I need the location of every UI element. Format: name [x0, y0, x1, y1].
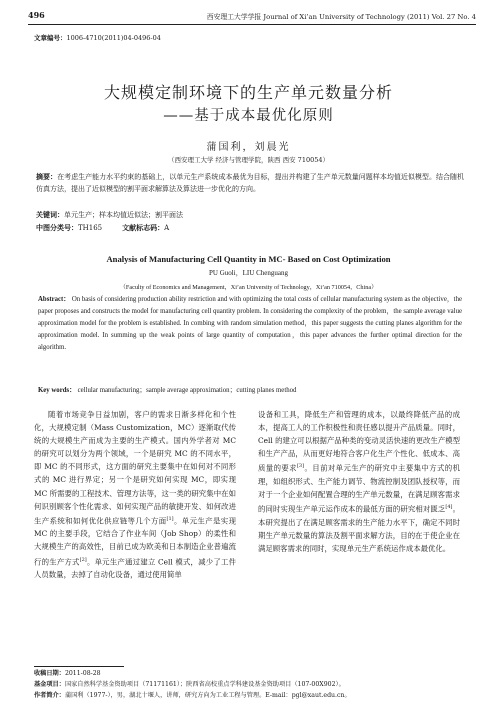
body-left-text-3: 。单元生产通过建立 Cell 模式，减少了工件人员数量，去掉了自动化设备，通过使用简单 — [34, 556, 236, 580]
body-right-text-2: 。目前对单元生产的研究中主要集中方式的机理，如组织形式、生产能力调节、物流控制及团队授权等，而对于一个企业如何配置合理的生产单元数量，在满足顾客需求的同时实现生产单元运作成本的最低方面的研究相对匮乏 — [258, 463, 460, 514]
citation-2: [2] — [79, 556, 87, 563]
body-column-right — [258, 408, 460, 555]
header-rule — [28, 24, 476, 25]
abstract-cn — [36, 171, 464, 195]
fund-label: 基金项目： — [34, 681, 65, 688]
body-right-text-1: 设备和工具，降低生产和管理的成本，以最终降低产品的成本，提高工人的工作积极性和责任感以提升产品质量。同时，Cell 的建立可以根据产品种类的变动灵活快速的更改生产模型和生产产品，从而更好地符合客户化生产个性化、低成本、高质量的要求 — [258, 410, 460, 473]
body-right-text-3: 。本研究提出了在满足顾客需求的生产能力水平下，确定不同时期生产单元数量的算法及割平面求解方法，目的在于使企业在满足顾客需求的同时，实现单元生产系统运作成本最优化。 — [258, 504, 460, 553]
received-label: 收稿日期： — [34, 670, 65, 677]
author-text: 蒲国利（1977-），男，湖北十堰人，讲师，研究方向为工业工程与管理。E-mail：pgl@xaut.edu.cn。 — [64, 692, 351, 699]
keywords-cn-text: 单元生产；样本均值近似法；割平面法 — [64, 211, 183, 219]
abstract-cn-text: 在考虑生产能力水平约束的基础上，以单元生产系统成本最优为目标，提出并构建了生产单元数量问题样本均值近似模型。结合随机仿真方法，提出了近似模型的割平面求解算法及算法进一步优化的方向。 — [36, 173, 465, 193]
citation-1: [1] — [166, 515, 174, 522]
doc-code-label: 文献标志码： — [122, 223, 165, 232]
footnote-received — [34, 668, 474, 679]
fund-text: 国家自然科学基金资助项目（71171161）；陕西省高校重点学科建设基金资助项目（107-00X902）。 — [64, 681, 345, 688]
subtitle-cn: ——基于成本最优化原则 — [163, 108, 334, 124]
authors-en: PU Guoli，LIU Chenguang — [209, 269, 288, 277]
citation-4: [4] — [445, 504, 453, 511]
journal-name: 西安理工大学学报 Journal of Xi’an University of Technology (2011) Vol. 27 No. 4 — [206, 13, 476, 21]
affiliation-en: （Faculty of Economics and Management，Xi’an University of Technology，Xi’an 710054，China） — [119, 284, 378, 291]
keywords-cn-label: 关键词： — [36, 210, 64, 219]
keywords-en-label: Key words： — [38, 387, 76, 394]
clc-value: TH165 — [78, 224, 103, 232]
body-column-left — [34, 408, 236, 581]
article-id-value: 1006-4710(2011)04-0496-04 — [66, 34, 161, 42]
abstract-en — [38, 294, 462, 354]
keywords-en — [38, 385, 462, 397]
abstract-cn-label: 摘要： — [36, 172, 58, 181]
footnote-fund — [34, 679, 474, 690]
received-date: 2011-08-28 — [64, 670, 101, 677]
author-label: 作者简介： — [34, 692, 65, 699]
doc-code-value: A — [164, 224, 170, 232]
clc-label: 中图分类号： — [36, 223, 78, 232]
classification-line — [36, 222, 464, 234]
abstract-en-label: Abstract： — [38, 296, 71, 303]
article-id — [34, 33, 161, 42]
body-left-text-1: 随着市场竞争日益加剧，客户的需求日渐多样化和个性化，大规模定制（Mass Customization，MC）逐渐取代传统的大规模生产而成为主要的生产模式。国内外学者对 MC 的研究可以划分为两个领域，一个是研究 MC 的不同水平，即 MC 的不同形式，这方面的研究主要集中在如何对不同形式的 MC 进行界定；另一个是研究如何实现 MC，即实现 MC 所需要的工程技术、管理方法等，这一类的研究集中在如何识别顾客个性化需求、如何实现产品的敏捷开发、如何改进生产系统和如何优化供应链等几个方面 — [34, 410, 236, 526]
body-left-text-2: 。单元生产是实现 MC 的主要手段，它结合了作业车间（Job Shop）的柔性和大规模生产的高效性，目前已成为欧美和日本制造企业普遍流行的生产方式 — [34, 516, 236, 566]
keywords-cn — [36, 209, 464, 221]
citation-3: [3] — [296, 463, 305, 470]
footnotes — [34, 668, 474, 701]
article-id-label: 文章编号： — [34, 34, 67, 42]
title-cn: 大规模定制环境下的生产单元数量分析 — [103, 83, 393, 102]
keywords-en-text: cellular manufacturing；sample average approximation；cutting planes method — [77, 387, 297, 394]
title-en: Analysis of Manufacturing Cell Quantity in MC- Based on Cost Optimization — [106, 254, 391, 264]
affiliation-cn: （西安理工大学 经济与管理学院，陕西 西安 710054） — [167, 156, 329, 164]
page-header — [28, 10, 476, 23]
page-number: 496 — [28, 10, 45, 20]
footnote-author — [34, 690, 474, 701]
authors-cn: 蒲国利，刘晨光 — [206, 142, 291, 153]
footnote-rule — [34, 666, 124, 667]
abstract-en-text: On basis of considering production ability restriction and with optimizing the total costs of cellular manufacturing system as the objective，the paper proposes and constructs the model for manufacturing cell quantity problem. In considering the complexity of the problem，the sample average value approximation model for the problem is established. In combing with random simulation method，this paper suggests the cutting planes algorithm for the approximation model. In summing up the weak points of large quantity of computation，this paper advances the further optimal direction for the algorithm. — [38, 296, 462, 351]
